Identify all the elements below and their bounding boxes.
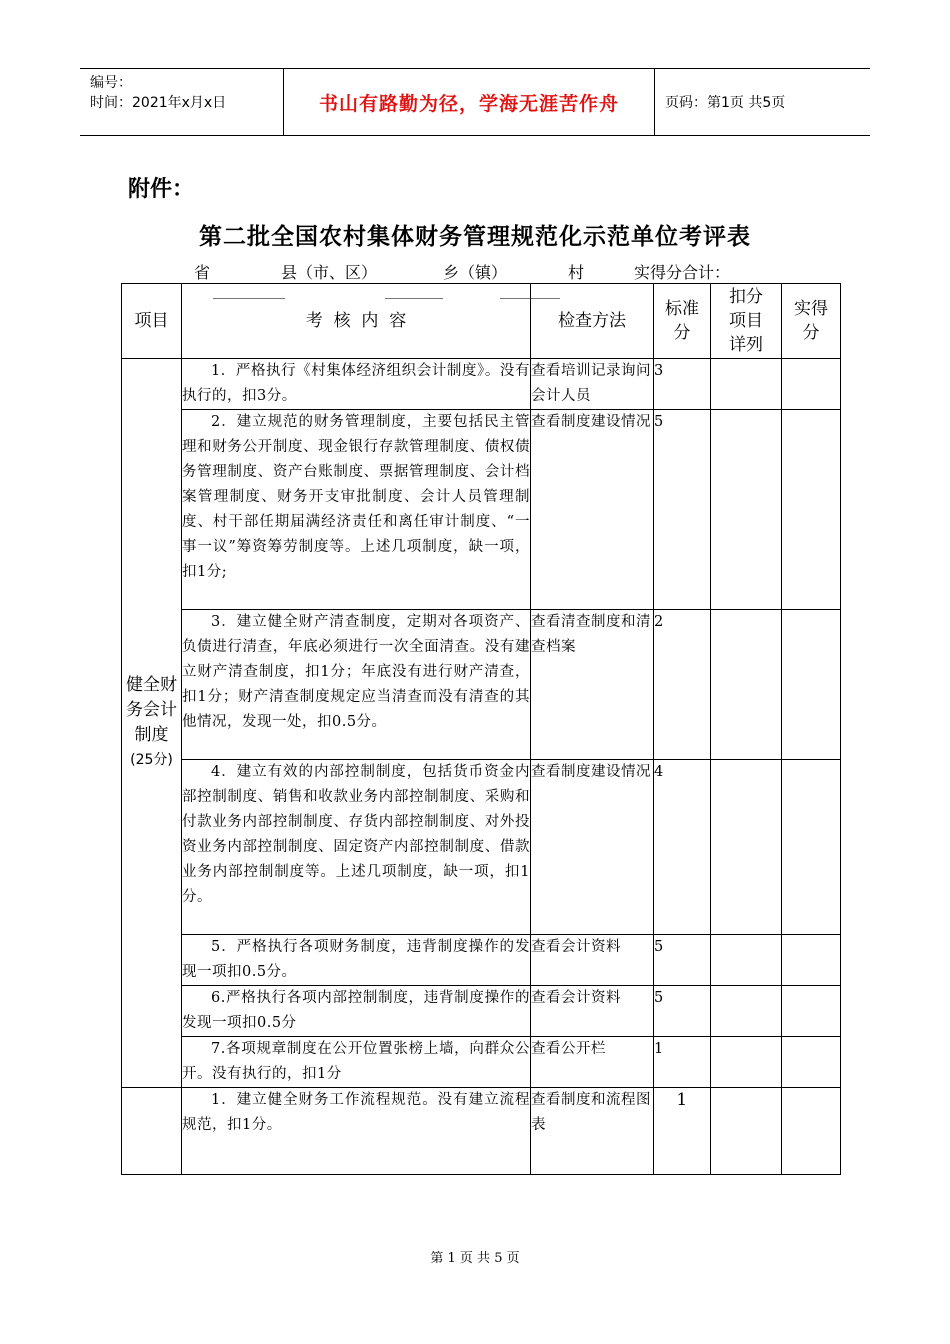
- table-row: [122, 986, 841, 1037]
- content-cell: 5．严格执行各项财务制度，违背制度操作的发现一项扣0.5分。: [182, 935, 531, 986]
- actual-score-cell[interactable]: [782, 410, 841, 610]
- table-header-row: [122, 284, 841, 359]
- page-footer: 第 1 页 共 5 页: [430, 1251, 520, 1266]
- actual-score-cell[interactable]: [782, 610, 841, 760]
- method-cell: 查看会计资料: [531, 986, 654, 1037]
- standard-score-cell: 5: [654, 410, 711, 610]
- deduction-cell[interactable]: [711, 410, 782, 610]
- actual-score-cell[interactable]: [782, 359, 841, 410]
- header-divider: [654, 69, 655, 135]
- header-actual: 实得分: [782, 284, 841, 359]
- header-content: 考 核 内 容: [182, 284, 531, 359]
- table-row: [122, 359, 841, 410]
- method-cell: 查看培训记录询问会计人员: [531, 359, 654, 410]
- header-meta: [90, 73, 226, 113]
- deduction-cell[interactable]: [711, 359, 782, 410]
- standard-score-cell: 5: [654, 935, 711, 986]
- total-score-label: 实得分合计：: [634, 263, 731, 282]
- header-page-info: 页码：第1页 共5页: [665, 95, 786, 111]
- evaluation-table: [121, 283, 841, 1175]
- method-cell: 查看制度和流程图表: [531, 1088, 654, 1175]
- category-points: (25分): [130, 752, 173, 768]
- method-cell: 查看会计资料: [531, 935, 654, 986]
- actual-score-cell[interactable]: [782, 760, 841, 935]
- table-row: [122, 935, 841, 986]
- document-date: 时间：2021年x月x日: [90, 95, 227, 111]
- category-cell: [122, 1088, 182, 1175]
- category-cell: [122, 359, 182, 1088]
- standard-score-cell: 5: [654, 986, 711, 1037]
- township-label: 乡（镇）: [443, 263, 508, 282]
- header-motto: 书山有路勤为径，学海无涯苦作舟: [318, 92, 619, 115]
- village-label: 村: [568, 263, 585, 282]
- actual-score-cell[interactable]: [782, 986, 841, 1037]
- deduction-cell[interactable]: [711, 760, 782, 935]
- actual-score-cell[interactable]: [782, 1088, 841, 1175]
- content-cell: 1．建立健全财务工作流程规范。没有建立流程规范，扣1分。: [182, 1088, 531, 1175]
- table-row: [122, 1037, 841, 1088]
- content-cell: 3．建立健全财产清查制度，定期对各项资产、负债进行清查，年底必须进行一次全面清查。没有建立财产清查制度，扣1分；年底没有进行财产清查，扣1分；财产清查制度规定应当清查而没有清查的其他情况，发现一处，扣0.5分。: [182, 610, 531, 760]
- document-title: 第二批全国农村集体财务管理规范化示范单位考评表: [199, 224, 751, 250]
- content-cell: 2．建立规范的财务管理制度，主要包括民主管理和财务公开制度、现金银行存款管理制度、债权债务管理制度、资产台账制度、票据管理制度、会计档案管理制度、财务开支审批制度、会计人员管理制度、村干部任期届满经济责任和离任审计制度、“一事一议”筹资筹劳制度等。上述几项制度，缺一项，扣1分;: [182, 410, 531, 610]
- header-item: 项目: [122, 284, 182, 359]
- standard-score-cell: 1: [654, 1037, 711, 1088]
- header-method: 检查方法: [531, 284, 654, 359]
- deduction-cell[interactable]: [711, 986, 782, 1037]
- attachment-label: 附件：: [128, 177, 195, 202]
- standard-score-cell: 4: [654, 760, 711, 935]
- header-standard: 标准分: [654, 284, 711, 359]
- county-label: 县（市、区）: [281, 263, 378, 282]
- table-row: [122, 1088, 841, 1175]
- table-row: [122, 410, 841, 610]
- category-name: 健全财务会计制度: [126, 675, 177, 745]
- method-cell: 查看制度建设情况: [531, 410, 654, 610]
- content-cell: 1．严格执行《村集体经济组织会计制度》。没有执行的，扣3分。: [182, 359, 531, 410]
- actual-score-cell[interactable]: [782, 935, 841, 986]
- province-label: 省: [194, 263, 211, 282]
- method-cell: 查看公开栏: [531, 1037, 654, 1088]
- standard-score-cell: 3: [654, 359, 711, 410]
- content-cell: 4．建立有效的内部控制制度，包括货币资金内部控制制度、销售和收款业务内部控制制度、采购和付款业务内部控制制度、存货内部控制制度、对外投资业务内部控制制度、固定资产内部控制制度、借款业务内部控制制度等。上述几项制度，缺一项，扣1分。: [182, 760, 531, 935]
- deduction-cell[interactable]: [711, 1088, 782, 1175]
- standard-score-cell: 2: [654, 610, 711, 760]
- document-number-label: 编号：: [90, 75, 132, 91]
- content-cell: 6.严格执行各项内部控制制度，违背制度操作的发现一项扣0.5分: [182, 986, 531, 1037]
- standard-score-cell: 1: [654, 1088, 711, 1175]
- content-cell: 7.各项规章制度在公开位置张榜上墙，向群众公开。没有执行的，扣1分: [182, 1037, 531, 1088]
- page-header: [80, 68, 870, 136]
- table-row: [122, 760, 841, 935]
- method-cell: 查看制度建设情况: [531, 760, 654, 935]
- table-row: [122, 610, 841, 760]
- deduction-cell[interactable]: [711, 1037, 782, 1088]
- header-deduction: 扣分项目详列: [711, 284, 782, 359]
- actual-score-cell[interactable]: [782, 1037, 841, 1088]
- method-cell: 查看清查制度和清查档案: [531, 610, 654, 760]
- deduction-cell[interactable]: [711, 935, 782, 986]
- deduction-cell[interactable]: [711, 610, 782, 760]
